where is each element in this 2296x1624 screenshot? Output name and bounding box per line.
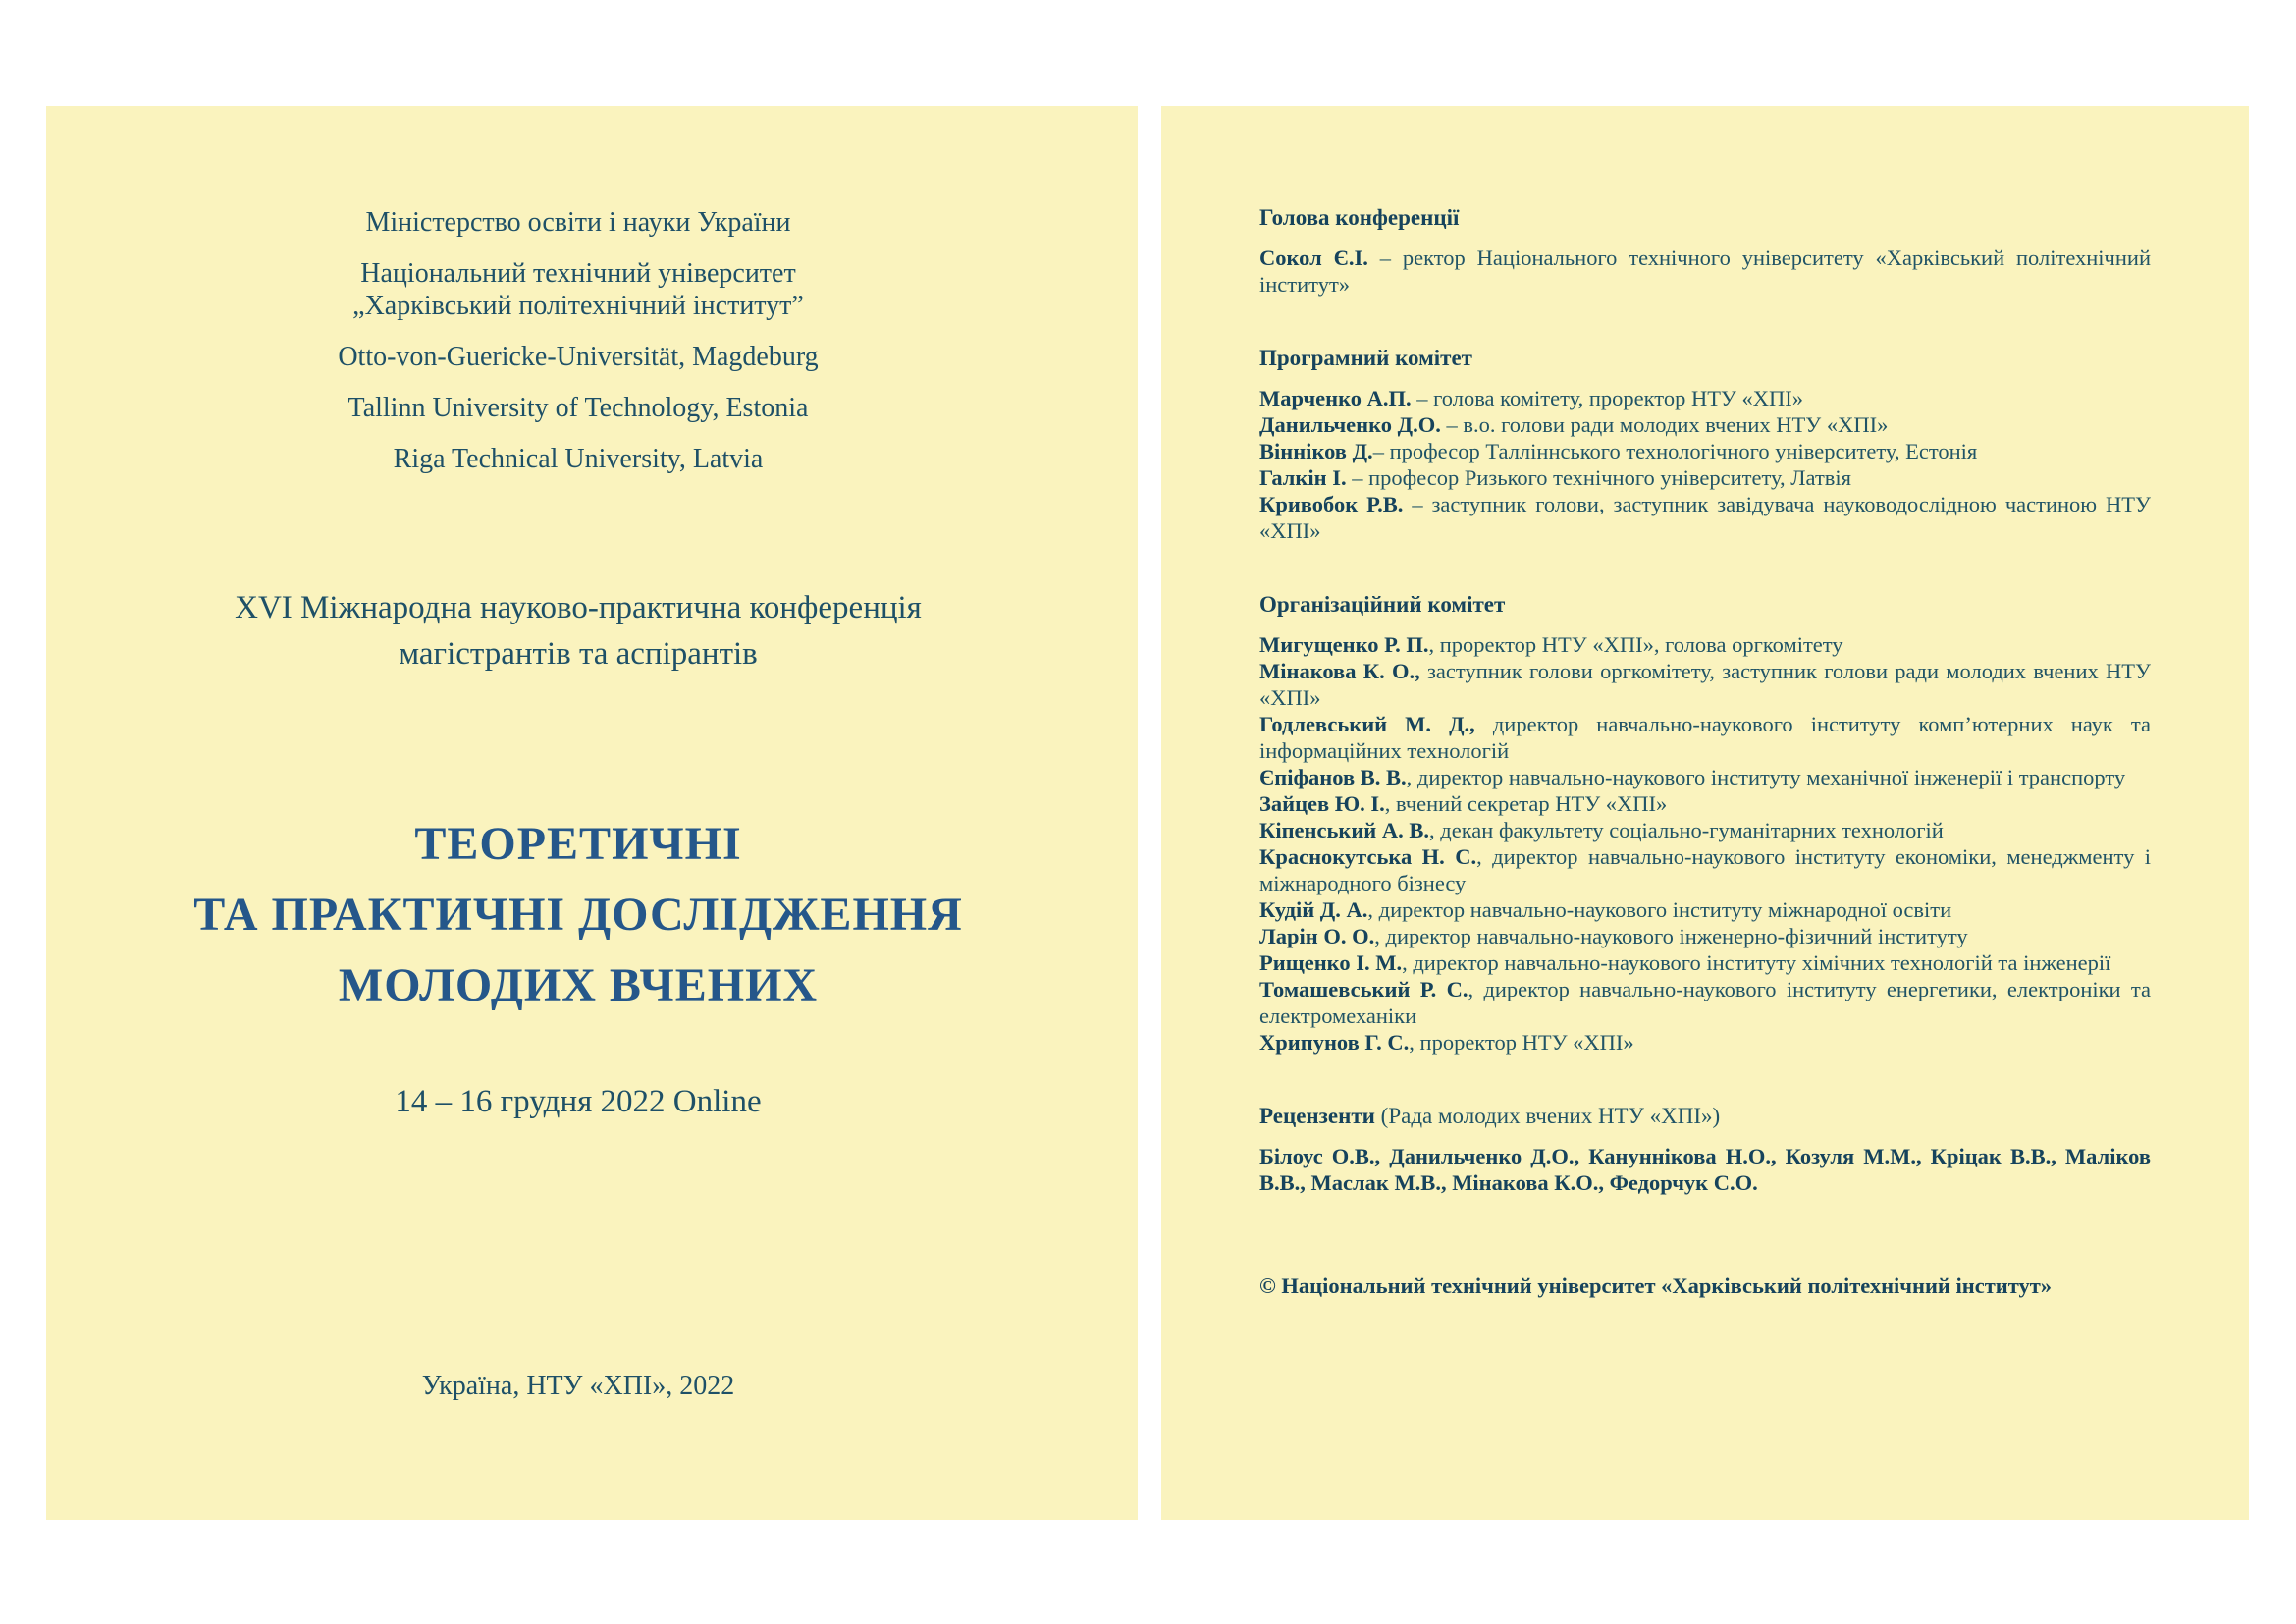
institution-line: Riga Technical University, Latvia: [393, 444, 764, 474]
committee-entry: Вінніков Д.– професор Талліннського технологічного університету, Естонія: [1259, 439, 1978, 463]
committee-section: [1259, 204, 2151, 298]
entry-name: Ларін О. О.: [1259, 924, 1375, 948]
section-heading: [1259, 1103, 2151, 1130]
institution-line: Національний технічний університет „Харківський політехнічний інститут”: [352, 258, 804, 321]
entry-name: Рищенко І. М.: [1259, 950, 1403, 975]
entry-name: Галкін І.: [1259, 465, 1347, 490]
entry-name: Мінакова К. О.,: [1259, 659, 1420, 683]
entry-name: Мигущенко Р. П.: [1259, 632, 1429, 657]
committee-section: [1259, 1103, 2151, 1196]
committee-entry: Данильченко Д.О. – в.о. голови ради молодих вчених НТУ «ХПІ»: [1259, 412, 1889, 437]
entry-name: Білоус О.В., Данильченко Д.О., Кануннікова Н.О., Козуля М.М., Кріцак В.В., Маліков В.В., Маслак М.В., Мінакова К.О., Федорчук С.О.: [1259, 1144, 2151, 1195]
institutions-block: [97, 206, 1059, 475]
committee-entry: [1259, 1143, 2151, 1196]
committee-entry: Годлевський М. Д., директор навчально-наукового інституту комп’ютерних наук та інформаційних технологій: [1259, 712, 2151, 763]
committee-entry: Мінакова К. О., заступник голови оргкомітету, заступник голови ради молодих вчених НТУ «ХПІ»: [1259, 659, 2151, 710]
section-heading-bold: Голова конференції: [1259, 205, 1460, 230]
entry-name: Єпіфанов В. В.: [1259, 765, 1407, 789]
entry-name: Кривобок Р.В.: [1259, 492, 1404, 516]
conference-dates: 14 – 16 грудня 2022 Online: [395, 1084, 762, 1119]
entry-name: Вінніков Д.: [1259, 439, 1373, 463]
entry-name: Сокол Є.І.: [1259, 245, 1368, 270]
entry-name: Краснокутська Н. С.: [1259, 844, 1477, 869]
section-heading: [1259, 591, 2151, 619]
entry-name: Зайцев Ю. І.: [1259, 791, 1385, 816]
entry-name: Годлевський М. Д.,: [1259, 712, 1475, 736]
institution-line: Tallinn University of Technology, Estonia: [347, 393, 809, 423]
section-heading-bold: Рецензенти: [1259, 1104, 1375, 1128]
section-heading-normal: (Рада молодих вчених НТУ «ХПІ»): [1374, 1104, 1721, 1128]
section-heading-bold: Організаційний комітет: [1259, 592, 1506, 617]
title-page-content: [46, 106, 1138, 1402]
committee-entry: Єпіфанов В. В., директор навчально-наукового інституту механічної інженерії і транспорту: [1259, 765, 2126, 789]
section-heading-bold: Програмний комітет: [1259, 346, 1472, 370]
left-page: [46, 106, 1138, 1520]
entry-name: Кіпенський А. В.: [1259, 818, 1430, 842]
right-page: [1161, 106, 2249, 1520]
entry-name: Кудій Д. А.: [1259, 897, 1368, 922]
committee-entry: Марченко А.П. – голова комітету, проректор НТУ «ХПІ»: [1259, 386, 1803, 410]
institution-line: Otto-von-Guericke-Universität, Magdeburg: [338, 342, 819, 372]
section-heading: [1259, 204, 2151, 232]
committee-entry: Рищенко І. М., директор навчально-наукового інституту хімічних технологій та інженерії: [1259, 950, 2111, 975]
committee-entry: Галкін І. – професор Ризького технічного університету, Латвія: [1259, 465, 1851, 490]
committee-entry: Кудій Д. А., директор навчально-наукового інституту міжнародної освіти: [1259, 897, 1952, 922]
committee-entry: Ларін О. О., директор навчально-наукового інженерно-фізичний інституту: [1259, 924, 1968, 948]
committee-section: [1259, 591, 2151, 1056]
committee-section: [1259, 345, 2151, 544]
entry-name: Данильченко Д.О.: [1259, 412, 1441, 437]
entry-name: Марченко А.П.: [1259, 386, 1412, 410]
imprint-line: Україна, НТУ «ХПІ», 2022: [421, 1371, 735, 1401]
committee-sections: [1259, 204, 2151, 1196]
imprint-page-content: [1161, 106, 2249, 1300]
committee-entry: Мигущенко Р. П., проректор НТУ «ХПІ», голова оргкомітету: [1259, 632, 1843, 657]
committee-entry: Сокол Є.І. – ректор Національного технічного університету «Харківський політехнічний інститут»: [1259, 245, 2151, 297]
section-heading: [1259, 345, 2151, 372]
committee-entry: Зайцев Ю. І., вчений секретар НТУ «ХПІ»: [1259, 791, 1668, 816]
committee-entry: Хрипунов Г. С., проректор НТУ «ХПІ»: [1259, 1030, 1634, 1055]
institution-line: Міністерство освіти і науки України: [365, 207, 791, 238]
entry-name: Томашевський Р. С.: [1259, 977, 1468, 1001]
entry-name: Хрипунов Г. С.: [1259, 1030, 1410, 1055]
copyright-line: © Національний технічний університет «Харківський політехнічний інститут»: [1259, 1273, 2053, 1298]
committee-entry: Томашевський Р. С., директор навчально-наукового інституту енергетики, електроніки та електромеханіки: [1259, 977, 2151, 1028]
book-title: ТЕОРЕТИЧНІ ТА ПРАКТИЧНІ ДОСЛІДЖЕННЯ МОЛОДИХ ВЧЕНИХ: [193, 818, 963, 1011]
conference-name: XVI Міжнародна науково-практична конференція магістрантів та аспірантів: [235, 590, 922, 672]
committee-entry: Кіпенський А. В., декан факультету соціально-гуманітарних технологій: [1259, 818, 1944, 842]
committee-entry: Кривобок Р.В. – заступник голови, заступник завідувача науководослідною частиною НТУ «ХПІ»: [1259, 492, 2151, 543]
committee-entry: Краснокутська Н. С., директор навчально-наукового інституту економіки, менеджменту і міжнародного бізнесу: [1259, 844, 2151, 895]
